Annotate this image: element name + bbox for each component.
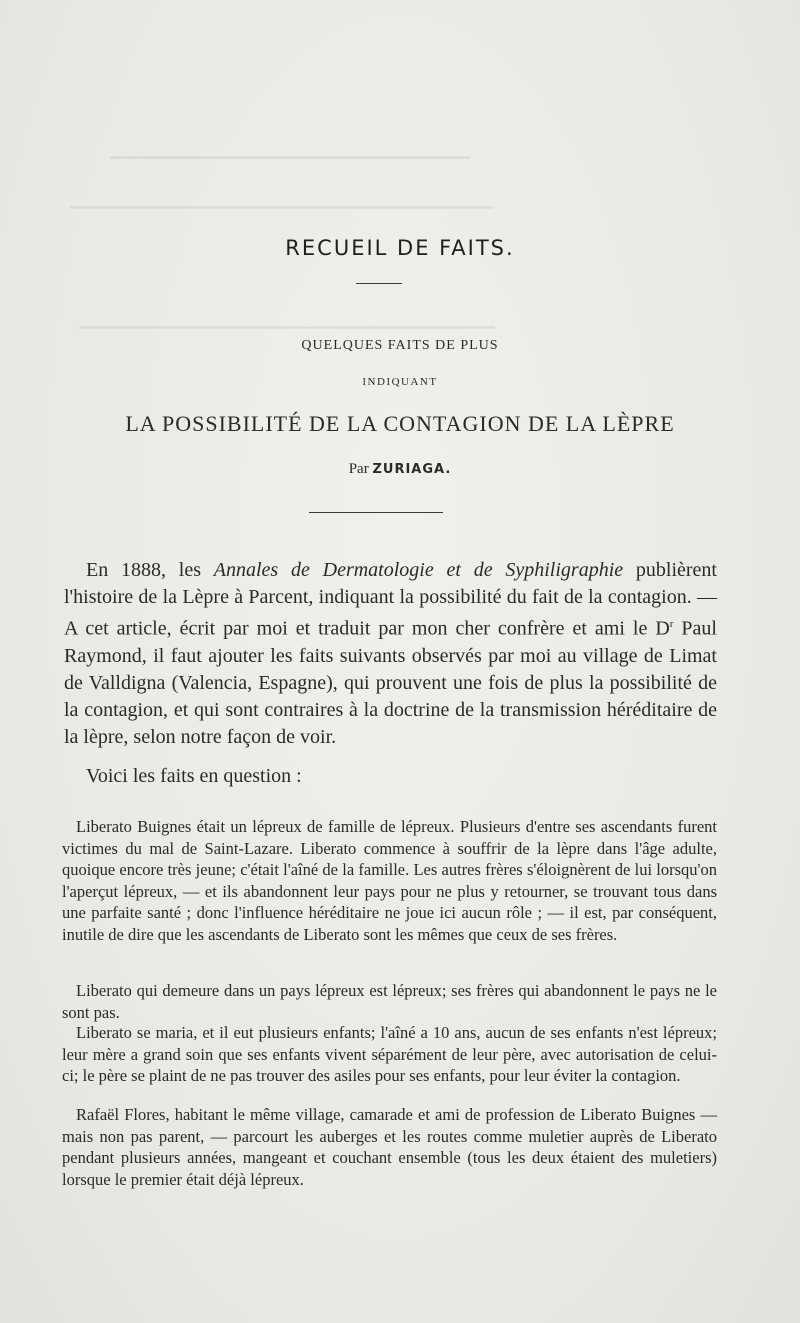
intro-paragraph <box>64 557 717 751</box>
subtitle-line-2: INDIQUANT <box>362 376 438 388</box>
show-through-decoration: ━━━━━━━━━━━━━━━━━━━━━━━━━━━━━━━━━━━━━━━━━━━━━━━━━━━━━ <box>80 320 495 335</box>
doctor-superscript: r <box>669 618 674 630</box>
intro-text-3: Paul Raymond, il faut ajouter les faits suivants observés par moi au village de Limat de Valldigna (Valencia, Espagne), qui prouvent une fois de plus la possibilité de la contagion, et qui sont contraires à la doctrine de la transmission héréditaire de la lèpre, selon notre façon de voir. <box>64 617 717 748</box>
intro-text-1: En 1888, les <box>86 559 214 581</box>
body-paragraph-3 <box>62 1022 717 1087</box>
show-through-decoration: ━━━━━━━━━━━━━━━━━━━━━━━━━━━━━━━━━━━━━━━━━━━━━━ <box>110 150 471 165</box>
intro-next-line <box>64 763 717 790</box>
body-paragraph-text: Rafaël Flores, habitant le même village, camarade et ami de profession de Liberato Buignes — mais non pas parent, — parcourt les auberges et les routes comme muletier auprès de Liberato pendant plusieurs années, mangeant et couchant ensemble (tous les deux étaient des muletiers) lorsque le premier était déjà lépreux. <box>62 1105 717 1189</box>
subtitle-line-1: QUELQUES FAITS DE PLUS <box>301 338 499 353</box>
body-paragraph-text: Liberato qui demeure dans un pays lépreux est lépreux; ses frères qui abandonnent le pays ne le sont pas. <box>62 981 717 1022</box>
intro-text-2: publièrent l'histoire de la Lèpre à Parcent, indiquant la possibilité du fait de la contagion. — A cet article, écrit par moi et traduit par mon cher confrère et ami le D <box>64 559 717 640</box>
article-title: LA POSSIBILITÉ DE LA CONTAGION DE LA LÈPRE <box>125 411 675 436</box>
body-paragraph-4 <box>62 1104 717 1190</box>
byline-prefix: Par <box>348 461 373 477</box>
byline-author: ZURIAGA. <box>372 462 452 477</box>
body-paragraph-text: Liberato se maria, et il eut plusieurs enfants; l'aîné a 10 ans, aucun de ses enfants n'est lépreux; leur mère a grand soin que ses enfants vivent séparément de leur père, avec autorisation de celui-ci; le père se plaint de ne pas trouver des asiles pour ses enfants, pour leur éviter la contagion. <box>62 1023 717 1085</box>
title-divider <box>356 283 402 284</box>
body-paragraph-1 <box>62 816 717 945</box>
section-title: RECUEIL DE FAITS. <box>285 236 515 260</box>
byline <box>0 461 800 478</box>
body-paragraph-2 <box>62 980 717 1023</box>
journal-name: Annales de Dermatologie et de Syphiligraphie <box>213 559 624 581</box>
body-paragraph-text: Liberato Buignes était un lépreux de famille de lépreux. Plusieurs d'entre ses ascendants furent victimes du mal de Saint-Lazare. Liberato commence à souffrir de la lèpre dans l'âge adulte, quoique encore très jeune; c'était l'aîné de la famille. Les autres frères s'éloignèrent de lui lorsqu'on l'aperçut lépreux, — et ils abandonnent leur pays pour ne plus y retourner, se trouvant tous dans une parfaite santé ; donc l'influence héréditaire ne joue ici aucun rôle ; — il est, par conséquent, inutile de dire que les ascendants de Liberato sont les mêmes que ceux de ses frères. <box>62 817 717 944</box>
show-through-decoration: ━━━━━━━━━━━━━━━━━━━━━━━━━━━━━━━━━━━━━━━━━━━━━━━━━━━━━━ <box>70 200 493 215</box>
intro-facts-heading: Voici les faits en question : <box>86 765 302 787</box>
byline-divider <box>309 512 443 513</box>
